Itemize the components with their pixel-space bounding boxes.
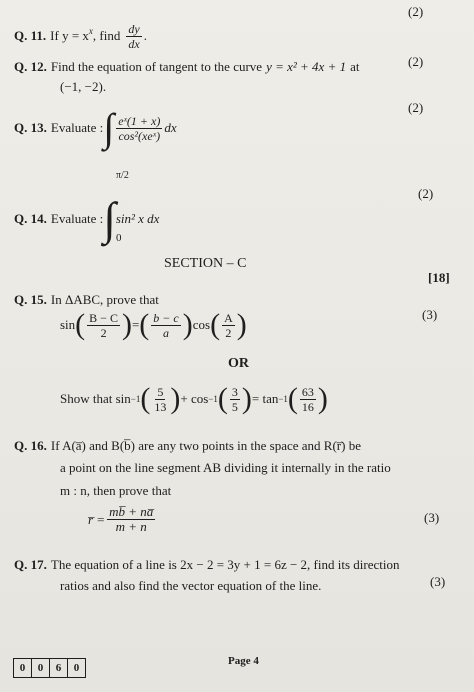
code-digit: 0: [14, 659, 32, 677]
q17-marks: (3): [430, 574, 446, 589]
q16-marks: (3): [424, 510, 440, 525]
q15-frac-2-den: a: [163, 325, 170, 340]
q15-frac-1-num: B − C: [89, 310, 118, 325]
q15-plus: + cos: [180, 391, 209, 406]
q15-alt-frac-2-num: 3: [231, 384, 238, 399]
q15-frac-3-num: A: [224, 310, 233, 325]
q12-marks: (2): [408, 54, 424, 69]
code-digit: 0: [32, 659, 50, 677]
question-12: [14, 58, 360, 76]
q15-alt-frac-2-den: 5: [231, 399, 238, 414]
q15-number: Q. 15.: [14, 292, 47, 307]
q15-alt-frac-3-num: 63: [301, 384, 314, 399]
q11-sup: x: [88, 25, 93, 36]
marks-top: (2): [408, 4, 424, 19]
q13-denominator: cos²(xeˣ): [118, 128, 161, 143]
q11-fraction: [126, 22, 141, 51]
q16-fraction: [107, 505, 155, 534]
q14-lower-limit: 0: [116, 232, 122, 244]
question-13: [14, 105, 177, 150]
q15-eq2: = tan: [251, 391, 279, 406]
q15-alt-frac-3: [300, 385, 316, 414]
q13-label: Evaluate :: [50, 120, 104, 135]
question-17: [14, 556, 399, 574]
q14-integral-sign: ∫: [103, 193, 116, 244]
q15-identity: sin ( $\frac{B - C}{2}$ ) = ( $\frac{b - c}{a}$ ) cos ( $\frac{A}{2}$ ): [60, 308, 247, 341]
q15-inv-2: −1: [208, 394, 218, 404]
q16-frac-den: m + n: [115, 519, 147, 534]
q17-line1: The equation of a line is 2x − 2 = 3y + 1 = 6z − 2, find its direction: [50, 557, 400, 572]
q12-at: at: [350, 59, 360, 74]
q15-alt-frac-3-den: 16: [301, 399, 314, 414]
q15-sin: sin: [60, 317, 76, 332]
q11-frac-den: dx: [128, 37, 140, 51]
q15-show: Show that sin: [60, 391, 131, 406]
q15-or: OR: [228, 356, 249, 371]
q15-frac-3-den: 2: [225, 325, 232, 340]
q15-text: In ΔABC, prove that: [50, 292, 159, 307]
q15-alt-frac-1-num: 5: [157, 384, 164, 399]
question-14: [14, 193, 160, 244]
q13-integral-sign: ∫: [103, 105, 115, 150]
paper-code-box: [13, 658, 86, 678]
question-11: [14, 22, 147, 51]
q15-alt-frac-1-den: 13: [154, 399, 167, 414]
q15-alt-frac-2: [230, 385, 240, 414]
q14-number: Q. 14.: [14, 211, 47, 226]
q15-frac-1: [87, 311, 120, 340]
q13-fraction: [116, 114, 162, 143]
q16-lhs: r̅ =: [88, 511, 106, 527]
q17-number: Q. 17.: [14, 557, 47, 572]
q15-inv-3: −1: [278, 394, 288, 404]
code-digit: 6: [50, 659, 68, 677]
q15-cos: cos: [192, 317, 211, 332]
q15-alt-frac-1: [152, 385, 168, 414]
q14-upper-limit: π/2: [116, 170, 129, 181]
q14-expr: sin² x dx: [115, 211, 160, 226]
code-digit: 0: [73, 662, 80, 674]
q13-numerator: eˣ(1 + x): [118, 113, 161, 128]
page-number: Page 4: [228, 655, 259, 667]
q11-text: If y = x: [50, 28, 89, 44]
q16-frac-num: mb̅ + na̅: [109, 504, 154, 519]
q15-frac-2: [151, 311, 180, 340]
q13-marks: (2): [408, 100, 424, 115]
q15-frac-1-den: 2: [100, 325, 107, 340]
section-title: SECTION – C: [164, 256, 247, 271]
q13-dx: dx: [164, 120, 177, 135]
question-16: [14, 437, 361, 455]
q12-text: Find the equation of tangent to the curve: [50, 59, 263, 74]
q13-number: Q. 13.: [14, 120, 47, 135]
q17-line2: ratios and also find the vector equation of the line.: [60, 578, 322, 593]
question-15: [14, 291, 159, 309]
q15-marks: (3): [422, 307, 438, 322]
q15-eq: =: [131, 317, 140, 332]
q16-line1: If A(a̅) and B(b̅) are any two points in the space and R(r̅) be: [50, 438, 361, 453]
q16-formula: [88, 505, 157, 534]
q16-number: Q. 16.: [14, 438, 47, 453]
q14-label: Evaluate :: [50, 211, 104, 226]
q15-frac-2-num: b − c: [153, 310, 179, 325]
q12-number: Q. 12.: [14, 59, 47, 74]
q16-line2: a point on the line segment AB dividing it internally in the ratio: [60, 460, 391, 475]
q12-curve: y = x² + 4x + 1: [266, 59, 347, 74]
q11-frac-num: dy: [128, 22, 140, 36]
q14-marks: (2): [418, 186, 434, 201]
q11-number: Q. 11.: [14, 28, 47, 44]
q11-text2: , find: [92, 28, 121, 44]
q15-alternative: Show that sin −1 ( $\frac{5}{13}$ ) + cos −1 ( $\frac{3}{5}$ ) = tan −1 ( $\frac{63}{16}$ ): [60, 382, 328, 415]
q15-inv-1: −1: [130, 394, 141, 404]
q15-frac-3: [222, 311, 235, 340]
q11-end: .: [143, 28, 147, 44]
q16-line3: m : n, then prove that: [60, 483, 172, 498]
section-marks: [18]: [428, 270, 450, 285]
q12-point: (−1, −2).: [60, 79, 107, 94]
